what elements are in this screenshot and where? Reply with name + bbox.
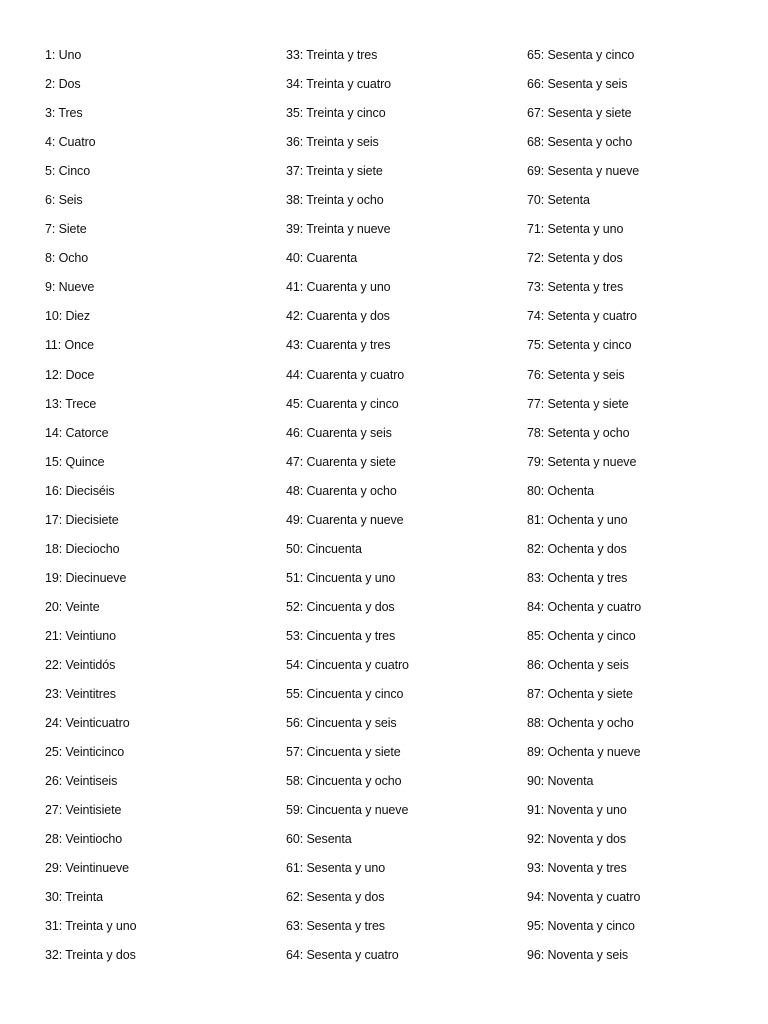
number-word-entry: 65: Sesenta y cinco [527, 48, 635, 62]
number-word-entry: 52: Cincuenta y dos [286, 599, 395, 614]
number-word-entry: 19: Diecinueve [45, 570, 127, 585]
number-word-entry: 77: Setenta y siete [527, 396, 629, 411]
number-word-entry: 3: Tres [45, 106, 83, 121]
number-word-entry: 88: Ochenta y ocho [527, 716, 634, 731]
number-word-entry: 74: Setenta y cuatro [527, 309, 637, 324]
number-word-entry: 9: Nueve [45, 280, 95, 295]
number-word-entry: 85: Ochenta y cinco [527, 628, 636, 643]
number-word-entry: 16: Dieciséis [45, 483, 115, 498]
number-word-entry: 62: Sesenta y dos [286, 890, 385, 905]
number-word-entry: 22: Veintidós [45, 657, 116, 672]
number-word-entry: 33: Treinta y tres [286, 48, 378, 62]
number-word-entry: 40: Cuarenta [286, 251, 358, 266]
number-word-entry: 93: Noventa y tres [527, 861, 627, 876]
number-word-entry: 47: Cuarenta y siete [286, 454, 396, 469]
number-word-entry: 28: Veintiocho [45, 832, 123, 847]
number-word-entry: 83: Ochenta y tres [527, 570, 628, 585]
number-word-entry: 70: Setenta [527, 193, 590, 208]
number-word-entry: 60: Sesenta [286, 832, 352, 847]
number-word-entry: 59: Cincuenta y nueve [286, 803, 409, 818]
number-word-entry: 32: Treinta y dos [45, 948, 136, 963]
number-word-entry: 91: Noventa y uno [527, 803, 627, 818]
number-word-entry: 23: Veintitres [45, 687, 116, 702]
number-word-entry: 51: Cincuenta y uno [286, 570, 396, 585]
number-word-entry: 80: Ochenta [527, 483, 595, 498]
number-word-entry: 71: Setenta y uno [527, 222, 624, 237]
number-word-entry: 37: Treinta y siete [286, 164, 383, 179]
number-word-entry: 79: Setenta y nueve [527, 454, 637, 469]
number-word-entry: 11: Once [45, 338, 94, 353]
number-word-entry: 64: Sesenta y cuatro [286, 948, 399, 963]
number-word-entry: 63: Sesenta y tres [286, 919, 385, 934]
number-word-entry: 25: Veinticinco [45, 745, 125, 760]
number-word-entry: 27: Veintisiete [45, 803, 122, 818]
number-word-entry: 75: Setenta y cinco [527, 338, 632, 353]
number-list-column-3 [527, 41, 757, 971]
number-word-entry: 50: Cincuenta [286, 541, 362, 556]
number-word-entry: 84: Ochenta y cuatro [527, 599, 642, 614]
number-word-entry: 67: Sesenta y siete [527, 106, 632, 121]
number-word-entry: 90: Noventa [527, 774, 594, 789]
number-word-entry: 12: Doce [45, 367, 95, 382]
number-word-entry: 53: Cincuenta y tres [286, 628, 396, 643]
number-word-entry: 46: Cuarenta y seis [286, 425, 392, 440]
number-word-entry: 89: Ochenta y nueve [527, 745, 641, 760]
number-word-entry: 72: Setenta y dos [527, 251, 623, 266]
number-word-entry: 7: Siete [45, 222, 87, 237]
number-word-entry: 86: Ochenta y seis [527, 657, 629, 672]
number-word-entry: 92: Noventa y dos [527, 832, 627, 847]
number-word-entry: 96: Noventa y seis [527, 948, 629, 963]
number-list-column-1 [45, 41, 275, 971]
number-word-entry: 2: Dos [45, 77, 81, 92]
number-word-entry: 38: Treinta y ocho [286, 193, 384, 208]
number-word-entry: 61: Sesenta y uno [286, 861, 386, 876]
number-word-entry: 30: Treinta [45, 890, 103, 905]
number-word-entry: 26: Veintiseis [45, 774, 118, 789]
number-word-entry: 13: Trece [45, 396, 97, 411]
number-word-entry: 24: Veinticuatro [45, 716, 130, 731]
number-word-entry: 21: Veintiuno [45, 628, 116, 643]
number-word-entry: 69: Sesenta y nueve [527, 164, 640, 179]
number-word-entry: 20: Veinte [45, 599, 100, 614]
number-word-entry: 6: Seis [45, 193, 83, 208]
number-word-entry: 78: Setenta y ocho [527, 425, 630, 440]
number-word-entry: 35: Treinta y cinco [286, 106, 386, 121]
number-word-entry: 49: Cuarenta y nueve [286, 512, 404, 527]
number-word-entry: 29: Veintinueve [45, 861, 129, 876]
number-word-entry: 66: Sesenta y seis [527, 77, 628, 92]
number-word-entry: 1: Uno [45, 48, 82, 62]
number-word-entry: 73: Setenta y tres [527, 280, 624, 295]
number-word-entry: 82: Ochenta y dos [527, 541, 627, 556]
number-word-entry: 36: Treinta y seis [286, 135, 379, 150]
number-word-entry: 41: Cuarenta y uno [286, 280, 391, 295]
number-word-entry: 76: Setenta y seis [527, 367, 625, 382]
number-word-entry: 39: Treinta y nueve [286, 222, 391, 237]
number-word-entry: 68: Sesenta y ocho [527, 135, 633, 150]
number-word-entry: 10: Diez [45, 309, 91, 324]
number-word-entry: 81: Ochenta y uno [527, 512, 628, 527]
number-word-entry: 57: Cincuenta y siete [286, 745, 401, 760]
number-word-entry: 18: Dieciocho [45, 541, 120, 556]
number-word-entry: 94: Noventa y cuatro [527, 890, 641, 905]
number-word-entry: 15: Quince [45, 454, 105, 469]
number-word-entry: 43: Cuarenta y tres [286, 338, 391, 353]
number-word-entry: 4: Cuatro [45, 135, 96, 150]
number-word-entry: 42: Cuarenta y dos [286, 309, 390, 324]
number-word-entry: 58: Cincuenta y ocho [286, 774, 402, 789]
number-word-entry: 87: Ochenta y siete [527, 687, 633, 702]
number-word-entry: 8: Ocho [45, 251, 89, 266]
number-word-entry: 56: Cincuenta y seis [286, 716, 397, 731]
number-word-entry: 48: Cuarenta y ocho [286, 483, 397, 498]
number-word-entry: 34: Treinta y cuatro [286, 77, 392, 92]
number-list-column-2 [286, 41, 516, 971]
number-word-entry: 31: Treinta y uno [45, 919, 137, 934]
number-word-entry: 54: Cincuenta y cuatro [286, 657, 409, 672]
number-word-entry: 14: Catorce [45, 425, 109, 440]
number-word-entry: 5: Cinco [45, 164, 91, 179]
number-word-entry: 95: Noventa y cinco [527, 919, 635, 934]
number-word-entry: 17: Diecisiete [45, 512, 119, 527]
number-word-entry: 44: Cuarenta y cuatro [286, 367, 405, 382]
number-word-entry: 55: Cincuenta y cinco [286, 687, 404, 702]
number-word-entry: 45: Cuarenta y cinco [286, 396, 399, 411]
